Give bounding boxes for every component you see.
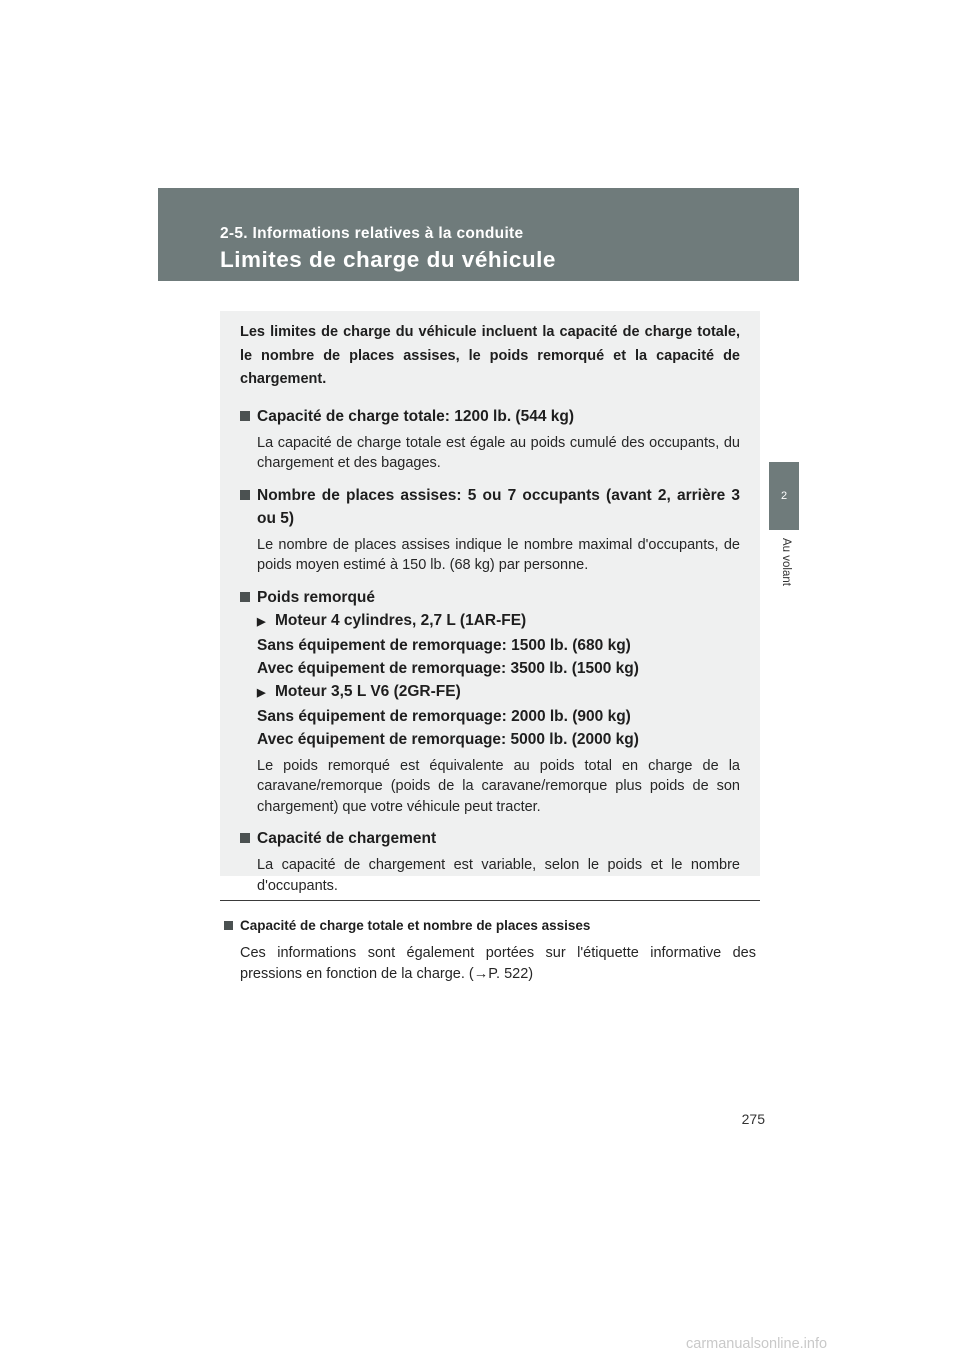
towing-capacity-line: Avec équipement de remorquage: 3500 lb. (1500 kg) <box>257 659 639 677</box>
page-title: Limites de charge du véhicule <box>220 247 556 272</box>
engine-name: Moteur 4 cylindres, 2,7 L (1AR-FE) <box>275 611 527 629</box>
section-heading-text: Capacité de charge totale: 1200 lb. (544 kg) <box>257 407 575 425</box>
intro-text: Les limites de charge du véhicule incluent la capacité de charge totale, le nombre de places assises, le poids remorqué et la capacité de chargement. <box>240 324 740 387</box>
section-body: Le nombre de places assises indique le nombre maximal d'occupants, de poids moyen estimé à 150 lb. (68 kg) par personne. <box>257 536 740 573</box>
section-heading <box>240 405 740 428</box>
section-heading <box>240 586 740 609</box>
note-block <box>224 916 756 985</box>
note-heading <box>224 916 756 936</box>
triangle-arrow-icon: ▶ <box>257 686 266 699</box>
engine-name: Moteur 3,5 L V6 (2GR-FE) <box>275 682 461 700</box>
section-towing <box>240 586 740 818</box>
towing-capacity-line: Sans équipement de remorquage: 1500 lb. (680 kg) <box>257 636 631 654</box>
triangle-arrow-icon: ▶ <box>257 615 266 628</box>
square-bullet-icon <box>240 411 250 421</box>
page-number: 275 <box>741 1111 765 1127</box>
square-bullet-icon <box>240 490 250 500</box>
engine-line <box>240 680 740 705</box>
chapter-tab-number: 2 <box>780 490 788 502</box>
note-heading-text: Capacité de charge totale et nombre de places assises <box>240 918 591 933</box>
section-heading <box>240 484 740 530</box>
watermark: carmanualsonline.info <box>686 1336 828 1352</box>
divider <box>220 900 760 901</box>
chapter-header-band <box>158 188 799 281</box>
towing-capacity-line: Sans équipement de remorquage: 2000 lb. (900 kg) <box>257 707 631 725</box>
section-heading-text: Nombre de places assises: 5 ou 7 occupants (avant 2, arrière 3 ou 5) <box>257 486 740 527</box>
section-body: La capacité de charge totale est égale au poids cumulé des occupants, du chargement et des bagages. <box>257 434 740 471</box>
chapter-tab-label: Au volant <box>780 538 792 586</box>
square-bullet-icon <box>240 833 250 843</box>
square-bullet-icon <box>224 921 233 930</box>
towing-capacity-line: Avec équipement de remorquage: 5000 lb. (2000 kg) <box>257 730 639 748</box>
section-heading-text: Poids remorqué <box>257 588 375 606</box>
note-body: Ces informations sont également portées sur l'étiquette informative des pressions en fonction de la charge. (→P. 522) <box>240 945 756 982</box>
section-heading-text: Capacité de chargement <box>257 830 437 847</box>
square-bullet-icon <box>240 592 250 602</box>
chapter-tab <box>769 462 799 530</box>
section-body: Le poids remorqué est équivalente au poids total en charge de la caravane/remorque (poids de la caravane/remorque plus poids de son chargement) que votre véhicule peut tracter. <box>257 757 740 815</box>
section-label: 2-5. Informations relatives à la conduite <box>220 225 524 242</box>
section-heading <box>240 827 740 850</box>
engine-line <box>240 609 740 634</box>
section-seating <box>240 484 740 576</box>
section-cargo <box>240 827 740 896</box>
section-total-load <box>240 405 740 474</box>
section-body: La capacité de chargement est variable, selon le poids et le nombre d'occupants. <box>257 857 740 894</box>
summary-box <box>220 311 760 894</box>
